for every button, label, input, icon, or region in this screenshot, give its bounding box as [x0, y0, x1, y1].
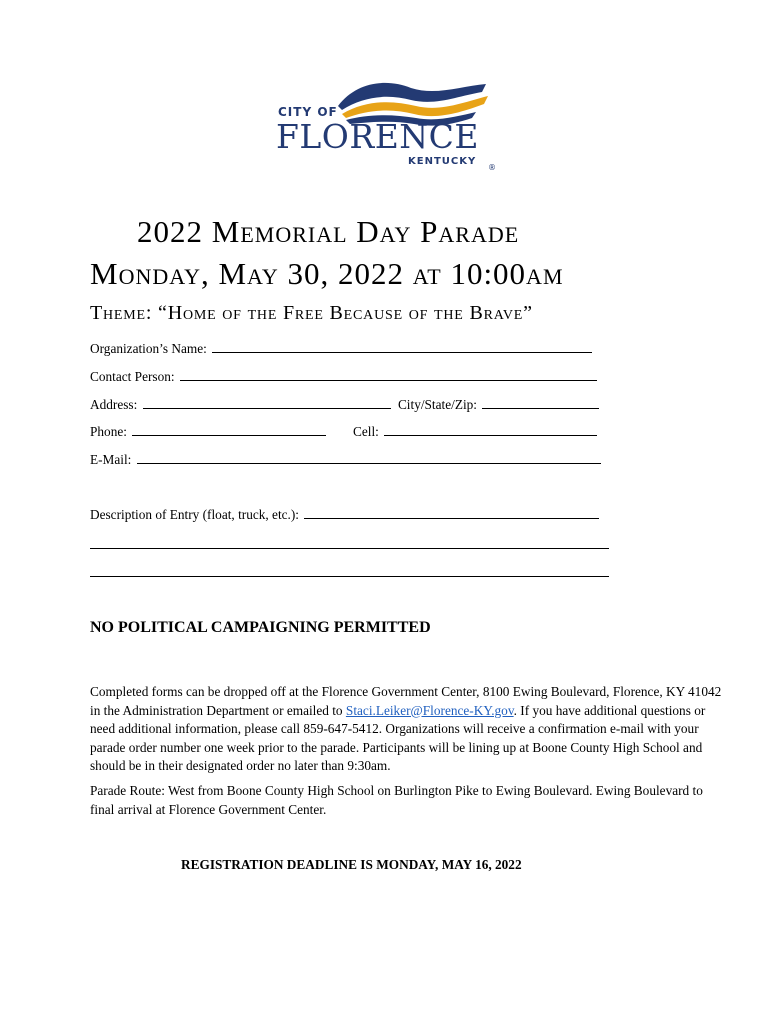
email-label: E-Mail:	[90, 452, 132, 467]
email-blank[interactable]	[137, 452, 601, 464]
organization-name-field	[90, 341, 592, 357]
phone-label: Phone:	[90, 424, 127, 439]
contact-person-blank[interactable]	[180, 369, 597, 381]
description-field	[90, 507, 599, 523]
registration-deadline: REGISTRATION DEADLINE IS MONDAY, MAY 16, 2022	[181, 857, 522, 872]
contact-person-label: Contact Person:	[90, 369, 175, 384]
phone-blank[interactable]	[132, 424, 326, 436]
political-campaigning-warning: NO POLITICAL CAMPAIGNING PERMITTED	[90, 619, 431, 636]
instructions-text-1: Completed forms can be dropped off at the Florence Government Center, 8100 Ewing Boulevard, Florence, KY 41042 in the Administration Department or emailed to	[90, 684, 722, 718]
description-line-3[interactable]	[90, 576, 609, 577]
city-logo	[276, 78, 498, 174]
logo-city-of: CITY OF	[278, 105, 338, 119]
description-line-2[interactable]	[90, 548, 609, 549]
parade-theme: Theme: “Home of the Free Because of the Brave”	[90, 302, 533, 324]
parade-title: 2022 Memorial Day Parade	[137, 214, 520, 249]
email-link[interactable]: Staci.Leiker@Florence-KY.gov	[345, 702, 514, 718]
address-blank[interactable]	[143, 397, 391, 409]
description-label: Description of Entry (float, truck, etc.):	[90, 507, 299, 522]
address-field	[90, 397, 599, 413]
city-state-zip-label: City/State/Zip:	[397, 397, 477, 412]
organization-name-label: Organization’s Name:	[90, 341, 207, 356]
cell-field	[353, 424, 597, 440]
florence-flag-logo	[276, 78, 498, 174]
phone-field	[90, 424, 326, 440]
contact-person-field	[90, 369, 597, 385]
logo-registered-mark: ®	[488, 163, 496, 172]
logo-florence: FLORENCE	[276, 117, 480, 156]
organization-name-blank[interactable]	[212, 341, 592, 353]
logo-kentucky: KENTUCKY	[408, 156, 477, 167]
email-field	[90, 452, 601, 468]
city-state-zip-blank[interactable]	[482, 397, 599, 409]
description-blank[interactable]	[304, 507, 599, 519]
parade-route-text: Parade Route: West from Boone County High School on Burlington Pike to Ewing Boulevard. Ewing Boulevard to final arrival at Florence Government Center.	[90, 783, 703, 817]
parade-date: Monday, May 30, 2022 at 10:00am	[90, 256, 564, 291]
cell-blank[interactable]	[384, 424, 597, 436]
address-label: Address:	[90, 397, 138, 412]
cell-label: Cell:	[353, 424, 379, 439]
instructions-text-2: . If you have additional questions or need additional information, please call 859-647-5412. Organizations will receive a confirmation e-mail with your parade order number one week prior to the parade. Participants will be lining up at Boone County High School and should be in their designated order no later than 9:30am.	[90, 702, 706, 773]
parade-route-paragraph	[90, 782, 730, 819]
instructions-paragraph	[90, 683, 730, 776]
